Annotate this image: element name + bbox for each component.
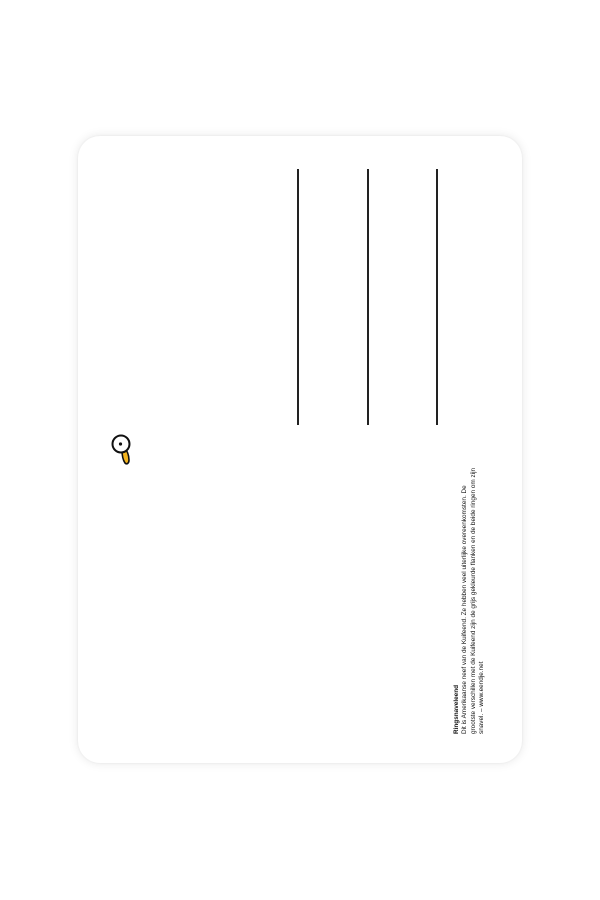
duck-head-icon	[110, 433, 140, 469]
postcard-back	[78, 136, 522, 763]
address-line-2	[367, 169, 369, 425]
address-line-3	[436, 169, 438, 425]
address-line-1	[297, 169, 299, 425]
caption-body: Dit is Amerikaanse neef van de Kuifeend. Ze hebben veel uiterlijke overeenkomsten. De grootste verschillen met de Kuifeend zijn de grijs gekleurde flanken en de beide ringen om zijn snavel. – www.eendje.net	[461, 467, 485, 734]
caption	[453, 464, 486, 734]
caption-title: Ringsnaveleend	[453, 684, 460, 734]
